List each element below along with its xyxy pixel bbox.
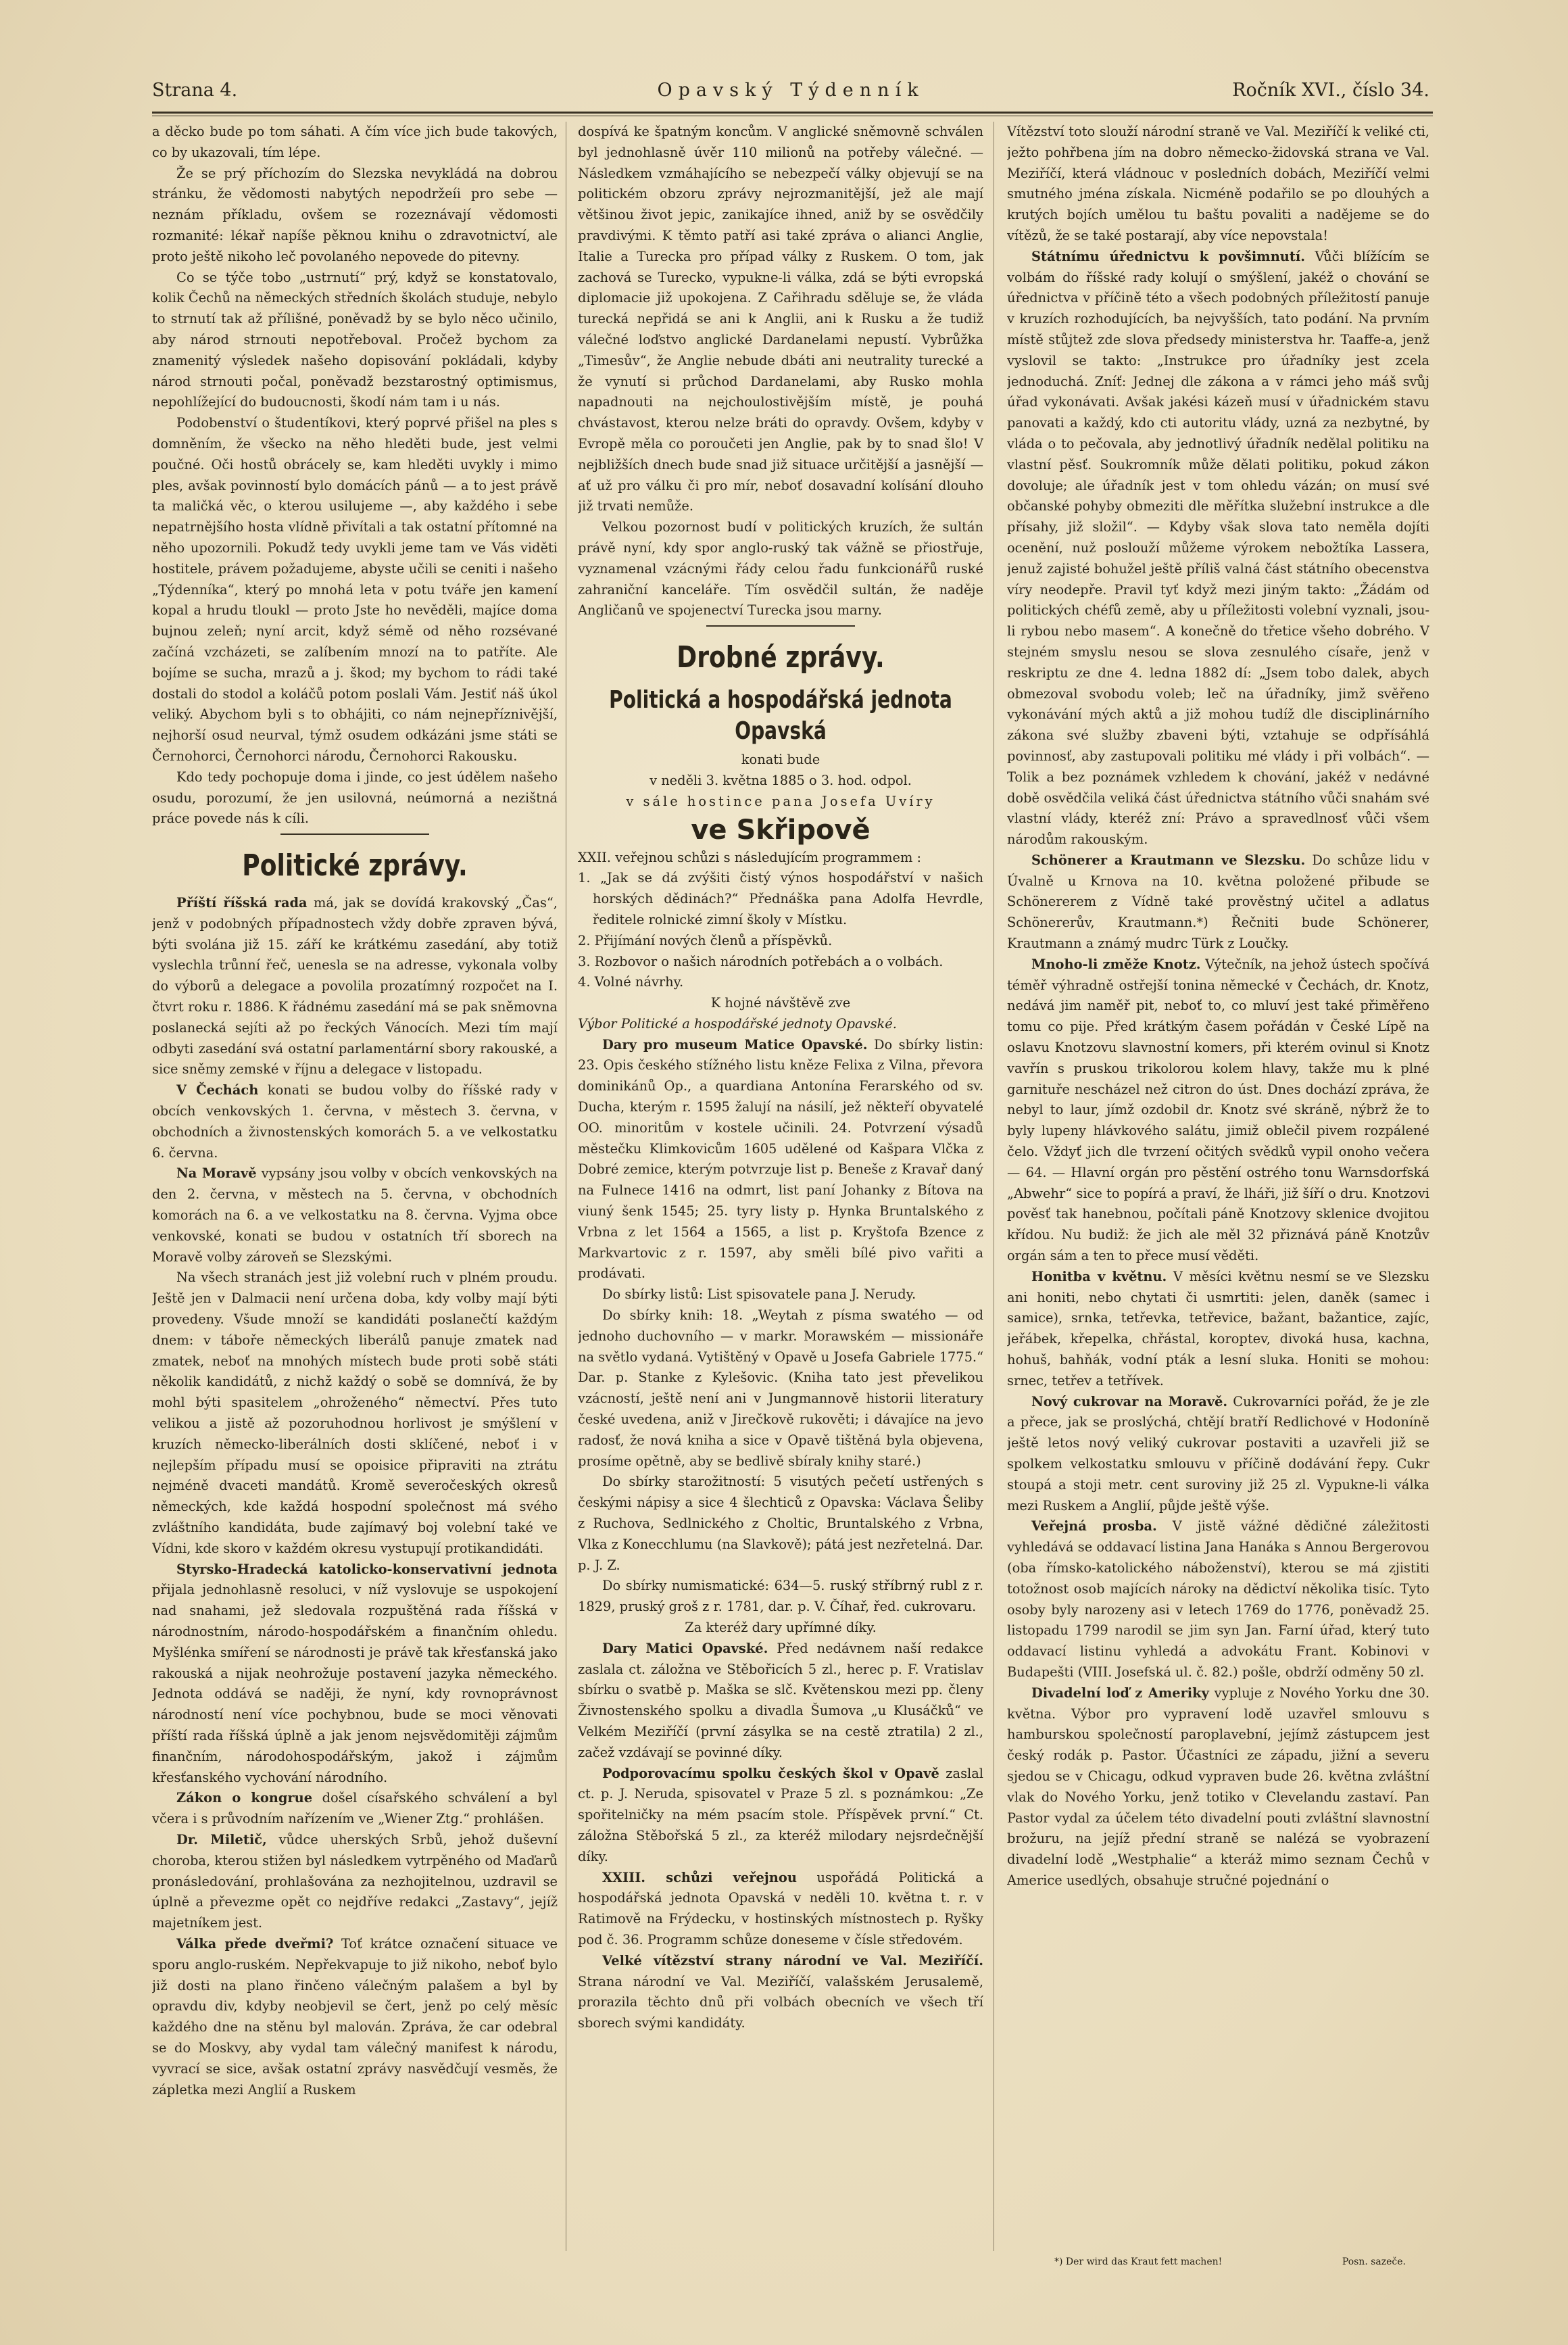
announcement-line: konati bude [741, 752, 820, 768]
announcement-heading: Politická a hospodářská jednota Opavská [609, 686, 952, 746]
news-lead: Dr. Miletič, [176, 1831, 267, 1847]
news-item: Zákon o kongrue došel císařského schválení a byl včera i s průvodním nařízením ve „Wiener Ztg.“ prohlášen. [152, 1790, 558, 1827]
signature: Výbor Politické a hospodářské jednoty Opavské. [578, 1015, 897, 1032]
volume-issue: Ročník XVI., číslo 34. [1232, 80, 1429, 101]
newspaper-title: Opavský Týdenník [657, 80, 925, 101]
divider [706, 625, 855, 627]
paragraph: Do sbírky knih: 18. „Weytah z písma swatého — od jednoho duchovního — v markr. Morawském — missionáře na světlo vydaná. Vytištěný v Opavě u Josefa Gabriele 1775.“ Dar. p. Stanke z Kylešovic. (Kniha tato jest převelikou vzácností, ještě není ani v Jungmannově historii literatury české uvedena, aniž v Jirečkově rukověti; i dávajíce na jevo radosť, že nová kniha a sice v Opavě tištěná byla objevena, prosíme opětně, aby se bedlivě sbíraly knihy staré.) [578, 1307, 983, 1469]
paragraph: Do sbírky numismatické: 634—5. ruský stříbrný rubl z r. 1829, pruský groš z r. 1781, dar. p. V. Číhař, řed. cukrovaru. [578, 1578, 983, 1615]
news-item: Podporovacímu spolku českých škol v Opavě zaslal ct. p. J. Neruda, spisovatel v Praze 5 zl. s poznámkou: „Ze spořitelničky na mém psacím stole. Příspěvek první.“ Ct. záložna Stěbořská 5 zl., za kteréž milodary nejsrdečnější díky. [578, 1765, 983, 1864]
paragraph: Do sbírky listů: List spisovatele pana J. Nerudy. [602, 1286, 916, 1303]
news-item: Styrsko-Hradecká katolicko-konservativní jednota přijala jednohlasně resoluci, v níž vyslovuje se uspokojení nad snahami, jež sledovala rozpuštěná rada říšská v národnostním, národo-hospodářském a finančním ohledu. Myšlénka smíření se národnosti je právě tak křesťanská jako rakouská a nijak neohrožuje postavení jazyka německého. Jednota oddává se naději, že nyní, kdy rovnoprávnost národností není více pochybnou, bude se moci věnovati příští rada říšská úplně a jak jenom nejsvědomitěji zájmům finančním, národohospodářským, jakož i zájmům křesťanského vychování národního. [152, 1561, 558, 1785]
paragraph: Velkou pozornost budí v politických kruzích, že sultán právě nyní, kdy spor anglo-ruský tak vážně se přiostřuje, vyznamenal vzácnými řády celou řadu funkcionářů ruské zahraniční kanceláře. Tím osvědčil sultán, že naděje Angličanů ve spojenectví Turecka jsou marny. [578, 519, 983, 619]
program-item: 3. Rozbovor o našich národních potřebách a o volbách. [578, 953, 944, 969]
news-item: Na všech stranách jest již volební ruch v plném proudu. Ještě jen v Dalmacii není určena doba, kdy volby mají býti provedeny. Všude množí se kandidáti poslanečtí každým dnem: v táboře německých liberálů panuje zmatek nad zmatek, neboť na mnohých místech bude proti sobě státi několik kandidátů, z nichž každý o sobě se domnívá, že by mohl býti spasitelem „ohroženého“ němectví. Přes tuto velikou a jistě až pozoruhodnou horlivost je smýšlení v kruzích německo-liberálních dosti sklíčené, neboť i v nejlepším případu musí se opoisice připraviti na ztrátu nejméně dvaceti mandátů. Kromě severočeských okresů německých, kde každá hospodní společnost má svého zvláštního kandidáta, bude zajímavý boj volební také ve Vídni, kde skoro v každém okresu vystupují protikandidáti. [152, 1270, 558, 1556]
program-item: 4. Volné návrhy. [578, 974, 684, 990]
news-lead: Veřejná prosba. [1031, 1518, 1157, 1534]
paragraph: dospívá ke špatným koncům. V anglické sněmovně schválen byl jednohlasně úvěr 110 milionů na potřeby válečné. — Následkem vzmáhajícího se nebezpečí války objevují se na politickém obzoru zprávy nejrozmanitější, jež ale mají většinou život jepic, zanikajíce ihned, aniž by se osvědčily pravdivými. K těmto patří asi také zpráva o alianci Anglie, Italie a Turecka pro případ války z Ruskem. O tom, jak zachová se Turecko, vypukne-li válka, zdá se býti evropská diplomacie již upokojena. Z Cařihradu sděluje se, že vláda turecká nepřidá se ani k Anglii, ani k Rusku a že tudiž válečné loďstvo anglické Dardanelami nepustí. Vybrůžka „Timesův“, že Anglie nebude dbáti ani neutrality turecké a že vynutí si průchod Dardanelami, aby Rusko mohla napadnouti na nejchoulostivějším místě, je pouhá chvástavost, kterou nelze bráti do opravdy. Ovšem, kdyby v Evropě měla co poroučeti jen Anglie, pak by to snad šlo! V nejbližších dnech bude snad již situace určitější a jasnější — ať už pro válku či pro mír, neboť dosavadní kolísání dlouho již trvati nemůže. [578, 124, 983, 514]
news-item: XXIII. schůzi veřejnou uspořádá Politická a hospodářská jednota Opavská v neděli 10. května t. r. v Ratimově na Frýdecku, v hostinských místnostech p. Ryšky pod č. 36. Programm schůze doneseme v čísle středovém. [578, 1869, 983, 1948]
news-lead: Dary pro museum Matice Opavské. [602, 1036, 868, 1053]
typesetter-note: Posn. sazeče. [1342, 2256, 1406, 2267]
news-lead: XXIII. schůzi veřejnou [602, 1869, 797, 1885]
announcement-hall: v sále hostince pana Josefa Uvíry [626, 793, 935, 809]
news-item: Schönerer a Krautmann ve Slezsku. Do schůze lidu v Úvalně u Krnova na 10. května položené přibude se Schönererem z Vídně také prověstný učitel a adlatus Schönererův, Krautmann.*) Řečniti bude Schönerer, Krautmann a známý mudrc Türk z Loučky. [1007, 852, 1429, 952]
news-item: Veřejná prosba. V jistě vážné dědičné záležitosti vyhledává se oddavací listina Jana Hanáka s Annou Bergerovou (oba římsko-katolického náboženství), kterou se má zjistiti totožnost osob majících nároky na dědictví několika tisíc. Tyto osoby byly narozeny asi v letech 1769 do 1776, poněvadž 25. listopadu 1799 narodil se jim syn Jan. Farní úřad, který tuto oddavací listinu vyhledá a advokátu Frant. Kobinovi v Budapešti (VIII. Josefská ul. č. 82.) pošle, obdrží odměny 50 zl. [1007, 1518, 1429, 1680]
program-intro: XXII. veřejnou schůzi s následujícím programmem : [578, 849, 922, 865]
news-lead: V Čechách [176, 1082, 259, 1098]
section-title-politicke-zpravy: Politické zprávy. [242, 848, 468, 884]
news-item: Příští říšská rada má, jak se dovídá krakovský „Čas“, jenž v podobných případnostech vždy dobře zpraven bývá, býti svolána již 15. září ke krátkému zasedání, aby totiž vyslechla trůnní řeč, uenesla se na adresse, vykonala volby do výborů a delegace a povolila prozatímný rozpočet na I. čtvrt roku r. 1886. K řádnému zasedání má se pak sněmovna poslanecká sejíti až po řeckých Vánocích. Mezi tím mají odbyti zasedání svá ostatní parlamentární sbory rakouské, a sice sněmy zemské v říjnu a delegace v listopadu. [152, 895, 558, 1078]
paragraph: Že se prý příchozím do Slezska nevykládá na dobrou stránku, že vědomosti nabytých nepodržeíi pro sebe — neznám příkladu, ovšem se rozeznávají vědomosti rozmanité: lékař napíše pěknou knihu o zdravotnictví, ale proto ještě nikoho leč povolaného nepovede do pitevny. [152, 165, 558, 264]
news-item: Válka přede dveřmi? Toť krátce označení situace ve sporu anglo-ruském. Nepřekvapuje to již nikoho, neboť bylo již dosti na plano řinčeno válečným palašem a byl by opravdu div, kdyby neobjevil se čert, jenž po celý měsíc každého dne na stěnu byl malován. Zpráva, že car odebral se do Moskvy, aby vydal tam válečný manifest k národu, vyvrací se sice, avšak ostatní zprávy nasvědčují vesměs, že zápletka mezi Anglií a Ruskem [152, 1935, 558, 2098]
news-lead: Státnímu úřednictvu k povšimnutí. [1031, 248, 1305, 264]
news-lead: Zákon o kongrue [176, 1790, 313, 1806]
news-item: Nový cukrovar na Moravě. Cukrovarníci pořád, že je zle a přece, jak se proslýchá, chtějí bratří Redlichové v Hodoníně ještě letos nový veliký cukrovar postaviti a uzavřeli již se spolkem velkostatku smlouvu v příčině dodávání řepy. Cukr stoupá a stoji metr. cent suroviny již 25 zl. Vypukne-li válka mezi Ruskem a Anglií, půjde ještě výše. [1007, 1393, 1429, 1514]
news-lead: Podporovacímu spolku českých škol v Opavě [602, 1765, 939, 1781]
news-item: Státnímu úřednictvu k povšimnutí. Vůči blížícím se volbám do říšské rady kolují o smýšlení, jakéž o chování se úřednictva v příčině této a všech podobných příležitostí panuje v kruzích rozhodujících, ba nejvyšších, tato podání. Na prvním místě stůjtež zde slova předsedy ministerstva hr. Taaffe-a, jenž vyslovil se takto: „Instrukce pro úřadníky jest zcela jednoduchá. Zníť: Jednej dle zákona a v rámci jeho máš svůj úřad vykonávati. Avšak jakési kázeň musí v úřadnickém stavu panovati a každý, kdo cti autoritu vlády, uzná za nezbytné, by vláda o to pečovala, aby jednotlivý úřadník nedělal politiku na vlastní pěsť. Soukromník může dělati politiku, pokud zákon dovoluje; ale úřadník jest v tom ohledu vázán; on musí své občanské pohyby obmeziti dle měřítka služební instrukce a dle přísahy, již složil“. — Kdyby však slova tato neměla dojíti ocenění, nuž poslouží můžeme výrokem nebožtíka Lassera, jenuž zajisté bohužel ještě příliš valná část státního obecenstva víry neodepře. Pravil tyť když mezi jiným takto: „Žádám od politických chéfů země, aby u příležitosti volební vyznali, jsou-li rybou nebo masem“. A konečně do třetice všeho dobrého. V stejném smyslu nesou se slova zesnulého císaře, jenž v reskriptu ze dne 4. ledna 1882 dí: „Jsem tobo dalek, abych obmezoval svobodu voleb; leč na úřadníky, jimž svěřeno vykonávání mých aktů a již mohou tudíž dle disciplinárního zákona své služby zbaveni býti, vztahuje se odpřísáhlá povinnosť, aby zastupovali politiku mé vlády i při volbách“. — Tolik a bez poznámek vzhledem k chování, jakéž v nedávné době osvědčila veliká část úřednictva státního vůči snahám své vlastní vlády, kteréž zní: Právo a spravedlnosť vůči všem národům rakouským. [1007, 248, 1429, 848]
section-title-drobne-zpravy: Drobné zprávy. [677, 640, 885, 675]
column-3 [1007, 122, 1429, 2258]
paragraph: Vítězství toto slouží národní straně ve Val. Meziříčí k veliké cti, ježto pohřbena jím na dobro německo-židovská strana ve Val. Meziříčí, která vládnouc v posledních dobách, Meziříčí velmi smutného jména získala. Nicméně podařilo se po dlouhých a krutých bojích umělou tu baštu povaliti a nadějeme se do vítězů, že se také postarají, aby více nepovstala! [1007, 124, 1429, 243]
page-number: Strana 4. [152, 80, 238, 101]
announcement-venue: ve Skřipově [691, 814, 871, 846]
paragraph: Do sbírky starožitností: 5 visutých pečetí ustřených s českými nápisy a sice 4 šlechticů z Opavska: Václava Šeliby z Ruchova, Sedlnického z Choltic, Bruntalského z Vrbna, Vlka z Konecchlumu (na Slavkově); pátá jest nezřetelná. Dar. p. J. Z. [578, 1474, 983, 1573]
column-1 [152, 122, 558, 2258]
news-lead: Příští říšská rada [176, 895, 308, 911]
paragraph: Podobenství o študentíkovi, který poprvé přišel na ples s domněním, že všecko na něho hleděti bude, jest velmi poučné. Oči hostů obrácely se, kam hleděti uvykly i mimo ples, avšak povinností bylo domácích pánů — a to jest právě ta maličká věc, o kterou usilujeme —, aby každého i sebe nepatrnějšího hosta vlídně přivítali a tak ostatní přítomné na něho upozornili. Pokudž tedy uvykli jeme tam ve Vás viděti hostitele, právem požadujeme, abyste učili se ceniti i našeho „Týdenníka“, který po mnohá leta v potu tváře jen kamení kopal a hrudu tloukl — proto Jste ho nevěděli, majíce doma bujnou zeleň; nyní arcit, když sémě od něho rozsévané začíná vzcházeti, se zalíbením mnozí na to patříte. Ale bojíme se sucha, mrazů a j. škod; my bychom to rádi také dostali do stodol a koláčů potom poslali Vám. Jestiť náš úkol veliký. Abychom byli s to obhájiti, co nám nejnepříznivější, nejhorší osud neurval, týmž osudem odkázáni jsme státi se Černohorci, Černohorci národu, Černohorci Rakousku. [152, 415, 558, 764]
paragraph: Kdo tedy pochopuje doma i jinde, co jest údělem našeho osudu, porozumí, že jen usilovná, neúmorná a nezištná práce povede nás k cíli. [152, 769, 558, 827]
news-lead: Divadelní loď z Ameriky [1031, 1685, 1209, 1701]
news-item: Na Moravě vypsány jsou volby v obcích venkovských na den 2. června, v městech na 5. června, v obchodních komorách na 6. a ve velkostatku na 8. června. Vyjma obce venkovské, konati se budou v ostatních tří sborech na Moravě volby zároveň se Slezskými. [152, 1165, 558, 1265]
news-item: Velké vítězství strany národní ve Val. Meziříčí. Strana národní ve Val. Meziříčí, valašském Jerusalemě, prorazila těchto dnů při volbách obecních ve všech tří sborech svými kandidáty. [578, 1952, 983, 2031]
program-list [578, 868, 983, 993]
page-header [152, 80, 1429, 107]
program-item: 1. „Jak se dá zvýšiti čistý výnos hospodářství v našich horských dědinách?“ Přednáška pana Adolfa Hevrdle, ředitele rolnické zimní školy v Místku. [578, 870, 983, 927]
header-rule [152, 112, 1433, 116]
thanks: Za kteréž dary upřímné díky. [685, 1620, 877, 1635]
news-lead: Na Moravě [176, 1165, 257, 1182]
divider [280, 833, 429, 835]
news-lead: Nový cukrovar na Moravě. [1031, 1393, 1228, 1409]
news-lead: Válka přede dveřmi? [176, 1935, 334, 1952]
news-item: Dary pro museum Matice Opavské. Do sbírky listin: 23. Opis českého stížného listu kněze Felixa z Vilna, převora dominikánů Op., a quardiana Antonína Ferarského od sv. Ducha, kterým r. 1595 žalují na násilí, jež někteří obyvatelé OO. minoritům v kostele učinili. 24. Potvrzení výsadů městečku Klimkovicům 1605 udělené od Kašpara Vlčka z Dobré zemice, kterým potvrzuje list p. Beneše z Kravař daný na Fulnece 1416 na odmrt, list paní Johanky z Bítova na viuný šenk 1545; 25. tyry listy p. Hynka Bruntalského z Vrbna z let 1564 a 1565, a list p. Kryštofa Bzence z Markvartovic z r. 1597, aby směli bílé pivo vařiti a prodávati. [578, 1036, 983, 1282]
news-item: Dr. Miletič, vůdce uherských Srbů, jehož duševní choroba, kterou stižen byl následkem vytrpěného od Maďarů pronásledování, prohlašována za nezhojitelnou, uzdravil se úplně a převezme opět co nejdříve redakci „Zastavy“, jejíž majetníkem jest. [152, 1831, 558, 1931]
news-lead: Honitba v květnu. [1031, 1268, 1167, 1284]
news-item: V Čechách konati se budou volby do říšské rady v obcích venkovských 1. června, v městech 3. června, v obchodních a živnostenských komorách 5. a ve velkostatku 6. června. [152, 1082, 558, 1161]
invitation: K hojné návštěvě zve [710, 995, 851, 1011]
news-lead: Dary Matici Opavské. [602, 1640, 768, 1656]
news-item: Honitba v květnu. V měsíci květnu nesmí se ve Slezsku ani honiti, nebo chytati či usmrtiti: jelen, daněk (samec i samice), srnka, tetřevka, tetřevice, bažant, bažantice, zajíc, jeřábek, křepelka, chřástal, koroptev, divoká husa, kachna, hohuš, bahňák, vodní pták a lesní sluka. Honiti se mohou: srnec, tetřev a tetřívek. [1007, 1268, 1429, 1388]
column-2 [578, 122, 983, 2258]
news-item: Dary Matici Opavské. Před nedávnem naší redakce zaslala ct. záložna ve Stěbořicích 5 zl., herec p. F. Vratislav sbírku o svatbě p. Maška se slč. Květenskou mezi pp. členy Živnostenského spolku a divadla Šumova „u Klusáčků“ ve Velkém Meziříčí (první zásylka se na cestě ztratila) 2 zl., začež vzdávají se povinné díky. [578, 1640, 983, 1760]
news-lead: Schönerer a Krautmann ve Slezsku. [1031, 852, 1306, 868]
news-lead: Styrsko-Hradecká katolicko-konservativní jednota [176, 1561, 558, 1577]
news-item: Divadelní loď z Ameriky vypluje z Nového Yorku dne 30. května. Výbor pro vypravení lodě uzavřel smlouvu s hamburskou společností paroplavební, jejímž zástupcem jest český rodák p. Pastor. Účastníci ze západu, jižní a severu sjedou se v Chicagu, odkud vypraven bude 26. května zvláštní vlak do Nového Yorku, jenž totiko v Clevelandu zastaví. Pan Pastor vydal za účelem této divadelní pouti zvláštní slavnostní brožuru, na jejíž přední straně se nalézá se vyobrazení divadelní lodě „Westphalie“ a kteráž mimo seznam Čechů v Americe usedlých, obsahuje stručné pojednání o [1007, 1685, 1429, 1888]
news-lead: Mnoho-li změže Knotz. [1031, 956, 1201, 972]
paragraph: a děcko bude po tom sáhati. A čím více jich bude takových, co by ukazovali, tím lépe. [152, 124, 558, 160]
program-item: 2. Přijímání nových členů a příspěvků. [578, 932, 833, 948]
paragraph: Co se týče tobo „ustrnutí“ prý, když se konstatovalo, kolik Čechů na německých středních školách studuje, nebylo to strnutí tak až přílišné, poněvadž by se bylo něco učinilo, aby národ strnouti nepotřeboval. Pročež bychom za znamenitý výsledek našeho dopisování pokládali, kdyby národ strnouti počal, poněvadž bezstarostný optimismus, nepohlížející do budoucnosti, škodí nám tam i u nás. [152, 269, 558, 410]
news-lead: Velké vítězství strany národní ve Val. Meziříčí. [602, 1952, 983, 1968]
announcement-date: v neděli 3. května 1885 o 3. hod. odpol. [650, 772, 912, 788]
news-item: Mnoho-li změže Knotz. Výtečník, na jehož ústech spočívá téměř výhradně ostřejší tonina německé v Čechách, dr. Knotz, nedává jim naměř pit, neboť to, co mluví jest také přiměřeno tomu co pije. Před krátkým časem pořádán v České Lípě na oslavu Knotzovu slavnostní komers, při kterém ovinul si Knotz vavřín s pruskou trikolorou kolem hlavy, takže mu k plné garnituře nescházel než citron do úst. Dnes dochází zpráva, že nebyl to laur, jímž ozdobil dr. Knotz své skráně, nýbrž že to byly lupeny hlávkového salátu, jimiž oblečil pivem rozpálené čelo. Vždyť jich dle tvrzení očitých svědků vypil onoho večera — 64. — Hlavní orgán pro pěstění ostrého tonu Warnsdorfská „Abwehr“ sice to popírá a praví, že lháři, již šíří o dru. Knotzovi pověsť tak hanebnou, počítali páně Knotzovy sklenice dvojitou křídou. Nu budiž: že jich ale měl 32 přiznává páně Knotzův orgán sám a ten to přece musí věděti. [1007, 956, 1429, 1264]
footnote-text: *) Der wird das Kraut fett machen! [1054, 2256, 1223, 2267]
